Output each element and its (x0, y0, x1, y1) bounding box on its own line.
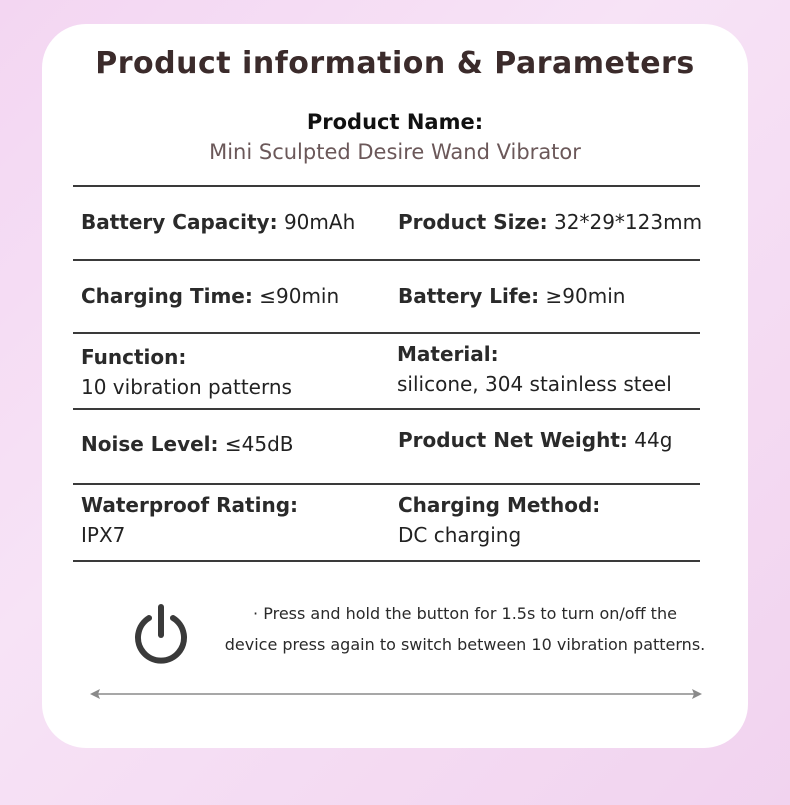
param-function (81, 342, 292, 402)
param-value: IPX7 (81, 523, 126, 547)
divider (73, 560, 700, 562)
param-value: DC charging (398, 523, 522, 547)
param-value: ≤45dB (224, 432, 294, 456)
param-charging-method (398, 490, 600, 550)
divider (73, 259, 700, 261)
param-label: Material: (397, 342, 499, 366)
param-product-size (398, 210, 702, 234)
param-label: Product Size: (398, 210, 548, 234)
power-icon (130, 602, 192, 666)
instruction-line: device press again to switch between 10 vibration patterns. (224, 635, 706, 654)
param-battery-life (398, 284, 625, 308)
param-net-weight (398, 428, 672, 452)
param-value: silicone, 304 stainless steel (397, 372, 672, 396)
divider (73, 408, 700, 410)
param-value: ≥90min (545, 284, 626, 308)
product-name-label: Product Name: (306, 110, 484, 134)
param-waterproof (81, 490, 298, 550)
param-label: Battery Capacity: (81, 210, 278, 234)
param-label: Charging Method: (398, 493, 601, 517)
param-label: Charging Time: (81, 284, 253, 308)
param-charging-time (81, 284, 339, 308)
param-label: Function: (81, 345, 187, 369)
param-value: 44g (634, 428, 673, 452)
divider (73, 332, 700, 334)
product-name-value: Mini Sculpted Desire Wand Vibrator (209, 140, 581, 164)
instruction-line: · Press and hold the button for 1.5s to turn on/off the (253, 604, 677, 623)
param-label: Noise Level: (81, 432, 219, 456)
divider (73, 483, 700, 485)
param-value: 90mAh (283, 210, 356, 234)
param-value: ≤90min (259, 284, 340, 308)
divider (73, 185, 700, 187)
double-arrow-icon (90, 686, 702, 700)
param-material (397, 339, 672, 399)
page-title: Product information & Parameters (95, 46, 695, 81)
usage-instructions (200, 598, 730, 660)
param-label: Product Net Weight: (398, 428, 628, 452)
param-noise-level (81, 432, 294, 456)
param-value: 10 vibration patterns (81, 375, 292, 399)
param-label: Battery Life: (398, 284, 540, 308)
param-value: 32*29*123mm (554, 210, 703, 234)
param-battery-capacity (81, 210, 355, 234)
param-label: Waterproof Rating: (81, 493, 299, 517)
